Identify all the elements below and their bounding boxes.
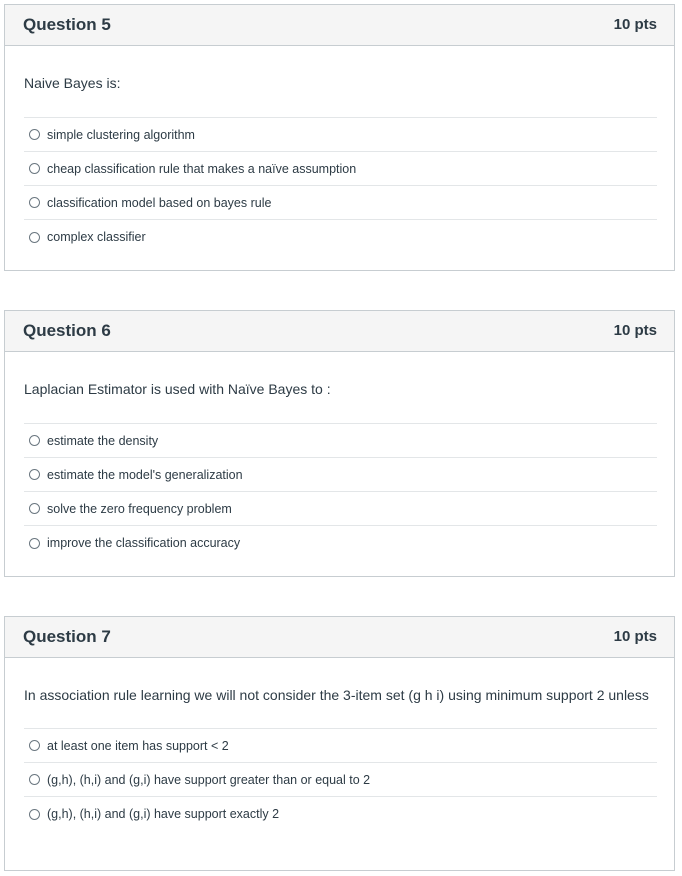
answer-option[interactable] [24,118,657,152]
answer-option[interactable] [24,458,657,492]
answer-option[interactable] [24,797,657,831]
answer-label: complex classifier [47,230,146,244]
question-title: Question 5 [23,15,111,34]
answer-option[interactable] [24,220,657,254]
answer-option[interactable] [24,526,657,560]
answer-label: estimate the density [47,433,159,448]
question-body [5,658,674,831]
answer-label: solve the zero frequency problem [47,501,232,516]
answer-label: classification model based on bayes rule [47,195,272,210]
answer-list [24,117,657,254]
question-body [5,46,674,254]
radio-button[interactable] [29,232,40,243]
question-header [5,5,674,46]
question-body [5,352,674,560]
question-text: In association rule learning we will not consider the 3-item set (g h i) using minimum support 2 unless [24,687,649,703]
question-5 [4,4,675,271]
answer-option[interactable] [24,186,657,220]
question-points: 10 pts [613,628,657,645]
answer-option[interactable] [24,152,657,186]
question-title: Question 7 [23,627,111,646]
answer-label: at least one item has support < 2 [47,738,229,753]
answer-option[interactable] [24,492,657,526]
answer-label: estimate the model's generalization [47,467,243,482]
radio-button[interactable] [29,435,40,446]
answer-list [24,728,657,831]
question-text: Naive Bayes is: [24,75,121,91]
radio-button[interactable] [29,503,40,514]
answer-label: (g,h), (h,i) and (g,i) have support exactly 2 [47,807,280,821]
answer-option[interactable] [24,424,657,458]
radio-button[interactable] [29,740,40,751]
question-7 [4,616,675,871]
question-points: 10 pts [613,16,657,33]
question-title: Question 6 [23,321,111,340]
answer-label: simple clustering algorithm [47,127,195,142]
radio-button[interactable] [29,774,40,785]
radio-button[interactable] [29,469,40,480]
answer-label: cheap classification rule that makes a naïve assumption [47,161,357,176]
radio-button[interactable] [29,129,40,140]
question-6 [4,310,675,577]
answer-option[interactable] [24,763,657,797]
radio-button[interactable] [29,538,40,549]
radio-button[interactable] [29,809,40,820]
question-header [5,617,674,658]
answer-option[interactable] [24,729,657,763]
question-text: Laplacian Estimator is used with Naïve Bayes to : [24,381,331,397]
answer-list [24,423,657,560]
question-points: 10 pts [613,322,657,339]
radio-button[interactable] [29,197,40,208]
question-header [5,311,674,352]
answer-label: (g,h), (h,i) and (g,i) have support greater than or equal to 2 [47,772,371,787]
radio-button[interactable] [29,163,40,174]
answer-label: improve the classification accuracy [47,536,241,550]
